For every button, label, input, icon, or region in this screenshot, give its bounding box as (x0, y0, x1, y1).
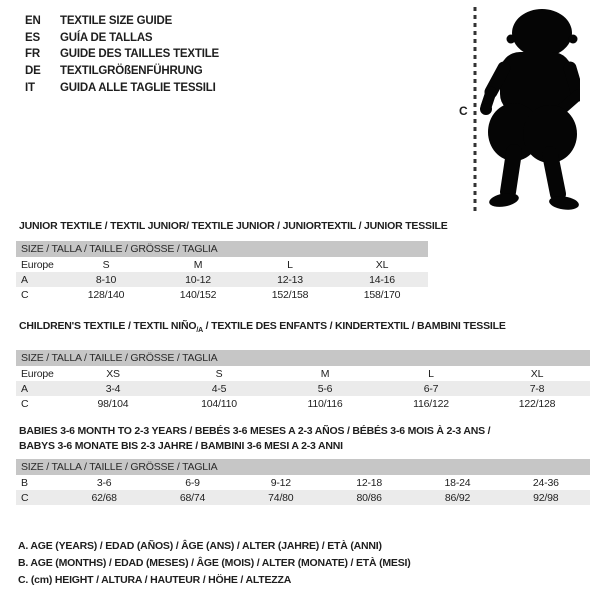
language-row-it (25, 79, 219, 96)
row-cell: 110/116 (307, 397, 343, 410)
row-cell: 122/128 (518, 397, 556, 410)
table-title: BABIES 3-6 MONTH TO 2-3 YEARS / BEBÉS 3-6 MESES A 2-3 AÑOS / BÉBÉS 3-6 MOIS À 2-3 ANS / BABYS 3-6 MONATE BIS 2-3 JAHRE / BAMBINI 3-6 MESI A 2-3 ANNI (19, 425, 491, 452)
language-label: TEXTILGRÖßENFÜHRUNG (60, 65, 203, 78)
row-label: C (21, 491, 29, 504)
row-label: B (21, 476, 28, 489)
row-cell: 9-12 (270, 476, 291, 489)
language-code: ES (25, 31, 40, 44)
row-cell: L (428, 367, 434, 380)
row-cell: 86/92 (444, 491, 471, 504)
table-row (16, 257, 428, 272)
row-cell: 140/152 (179, 288, 217, 301)
baby-silhouette-icon (480, 6, 580, 210)
row-cell: 12-13 (277, 273, 303, 286)
row-cell: XL (375, 258, 389, 271)
table-title: JUNIOR TEXTILE / TEXTIL JUNIOR/ TEXTILE JUNIOR / JUNIORTEXTIL / JUNIOR TESSILE (19, 220, 448, 232)
row-cell: 3-4 (105, 382, 121, 395)
size-header-bar: SIZE / TALLA / TAILLE / GRÖSSE / TAGLIA (16, 350, 590, 366)
language-code: FR (25, 48, 40, 61)
language-code: IT (25, 81, 35, 94)
row-label: C (21, 288, 29, 301)
row-cell: 98/104 (97, 397, 129, 410)
row-cell: 10-12 (185, 273, 211, 286)
row-cell: M (320, 367, 330, 380)
row-cell: 24-36 (532, 476, 559, 489)
row-cell: 6-7 (423, 382, 439, 395)
table-row (16, 366, 590, 381)
language-row-fr (25, 46, 219, 63)
language-row-en (25, 13, 219, 30)
row-cell: 68/74 (179, 491, 206, 504)
row-cell: 12-18 (356, 476, 383, 489)
table-row (16, 396, 590, 411)
size-table-babies (16, 424, 590, 505)
language-row-es (25, 30, 219, 47)
row-cell: 8-10 (95, 273, 117, 286)
language-code: EN (25, 15, 41, 28)
row-cell: L (287, 258, 293, 271)
table-row (16, 490, 590, 505)
language-list (25, 13, 219, 96)
size-table-junior (16, 219, 448, 302)
row-cell: 62/68 (91, 491, 117, 504)
row-cell: 74/80 (268, 491, 294, 504)
row-cell: 7-8 (529, 382, 545, 395)
size-table-children (16, 319, 590, 411)
row-cell: 158/170 (363, 288, 401, 301)
footnotes (18, 538, 411, 589)
row-cell: 6-9 (185, 476, 200, 489)
table-row (16, 381, 590, 396)
footnote-age-years: A. AGE (YEARS) / EDAD (AÑOS) / ÂGE (ANS) / ALTER (JAHRE) / ETÀ (ANNI) (18, 540, 382, 552)
table-title: CHILDREN'S TEXTILE / TEXTIL $NIÑO_{/A}$ / TEXTILE DES ENFANTS / KINDERTEXTIL / BAMBINI TESSILE (19, 320, 506, 335)
language-row-de (25, 63, 219, 80)
row-cell: 104/110 (201, 397, 237, 410)
row-cell: S (102, 258, 110, 271)
table-row (16, 272, 428, 287)
row-label: Europe (21, 258, 54, 271)
language-label: GUIDE DES TAILLES TEXTILE (60, 48, 219, 61)
row-cell: 18-24 (444, 476, 471, 489)
row-cell: M (193, 258, 203, 271)
row-cell: 3-6 (96, 476, 112, 489)
row-cell: 116/122 (413, 397, 449, 410)
language-code: DE (25, 65, 41, 78)
footnote-height: C. (cm) HEIGHT / ALTURA / HAUTEUR / HÖHE / ALTEZZA (18, 574, 292, 586)
row-cell: 4-5 (211, 382, 227, 395)
language-label: TEXTILE SIZE GUIDE (60, 15, 173, 28)
height-marker-label: C (459, 104, 468, 118)
row-cell: S (215, 367, 223, 380)
height-marker-line (472, 7, 478, 211)
row-cell: 80/86 (356, 491, 382, 504)
row-cell: 152/158 (271, 288, 309, 301)
row-cell: 14-16 (369, 273, 395, 286)
row-cell: XL (530, 367, 544, 380)
size-header-bar: SIZE / TALLA / TAILLE / GRÖSSE / TAGLIA (16, 459, 590, 475)
row-cell: 128/140 (87, 288, 125, 301)
row-cell: 92/98 (533, 491, 559, 504)
row-cell: XS (106, 367, 120, 380)
table-row (16, 475, 590, 490)
row-label: C (21, 397, 29, 410)
table-row (16, 287, 428, 302)
row-label: Europe (21, 367, 54, 380)
row-label: A (21, 382, 28, 395)
language-label: GUÍA DE TALLAS (60, 31, 153, 44)
footnote-age-months: B. AGE (MONTHS) / EDAD (MESES) / ÂGE (MOIS) / ALTER (MONATE) / ETÀ (MESI) (18, 557, 411, 569)
language-label: GUIDA ALLE TAGLIE TESSILI (60, 81, 216, 94)
row-label: A (21, 273, 28, 286)
size-header-bar: SIZE / TALLA / TAILLE / GRÖSSE / TAGLIA (16, 241, 428, 257)
row-cell: 5-6 (317, 382, 333, 395)
